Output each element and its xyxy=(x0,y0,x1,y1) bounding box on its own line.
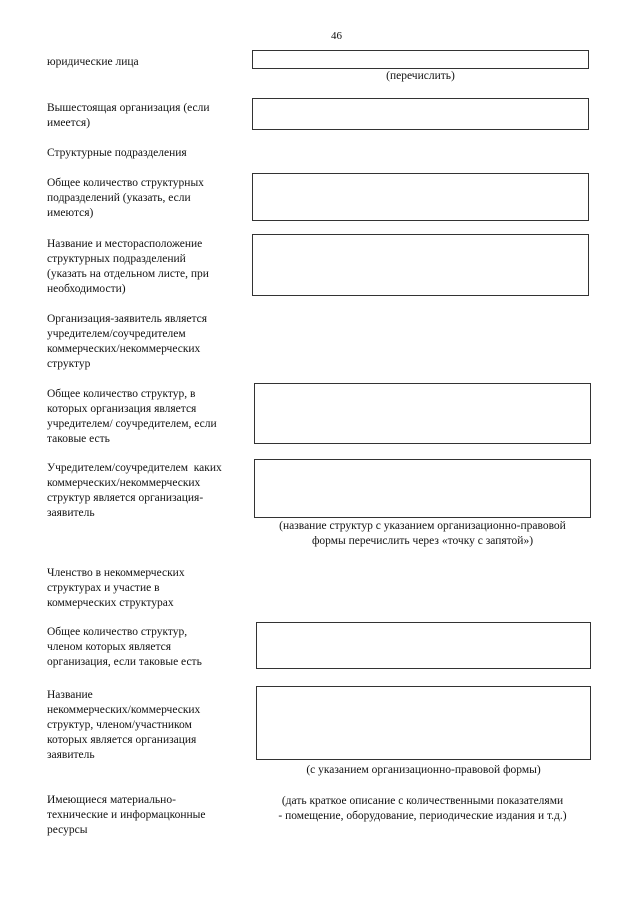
founded-count-field[interactable] xyxy=(254,383,591,444)
membership-count-field[interactable] xyxy=(256,622,591,669)
legal-entities-field[interactable] xyxy=(252,50,589,69)
enumerate-caption: (перечислить) xyxy=(386,70,455,82)
page-number: 46 xyxy=(331,30,342,42)
label-parent-organization: Вышестоящая организация (если имеется) xyxy=(47,102,210,129)
resources-note: (дать краткое описание с количественными показателями - помещение, оборудование, периодические издания и т.д.) xyxy=(278,795,567,822)
units-count-field[interactable] xyxy=(252,173,589,221)
parent-organization-field[interactable] xyxy=(252,98,589,130)
label-units-names: Название и месторасположение структурных подразделений (указать на отдельном листе, при необходимости) xyxy=(47,238,209,295)
label-structural-units: Структурные подразделения xyxy=(47,147,187,159)
structures-note: (название структур с указанием организационно-правовой формы перечислить через «точку с запятой») xyxy=(279,520,566,547)
label-membership: Членство в некоммерческих структурах и участие в коммерческих структурах xyxy=(47,567,185,609)
label-founder-status: Организация-заявитель является учредителем/соучредителем коммерческих/некоммерческих структур xyxy=(47,313,208,370)
label-founded-count: Общее количество структур, в которых организация является учредителем/ соучредителем, если таковые есть xyxy=(47,388,217,445)
units-names-field[interactable] xyxy=(252,234,589,296)
label-founded-names: Учредителем/соучредителем каких коммерческих/некоммерческих структур является организация- заявитель xyxy=(47,462,222,519)
label-resources: Имеющиеся материально- технические и информацконные ресурсы xyxy=(47,794,206,836)
label-legal-entities: юридические лица xyxy=(47,56,139,68)
membership-names-field[interactable] xyxy=(256,686,591,760)
label-units-count: Общее количество структурных подразделений (указать, если имеются) xyxy=(47,177,204,219)
label-membership-names: Название некоммерческих/коммерческих структур, членом/участником которых является организация заявитель xyxy=(47,689,201,761)
founded-names-field[interactable] xyxy=(254,459,591,518)
legal-form-note: (с указанием организационно-правовой формы) xyxy=(306,764,541,776)
label-membership-count: Общее количество структур, членом которых является организация, если таковые есть xyxy=(47,626,202,668)
